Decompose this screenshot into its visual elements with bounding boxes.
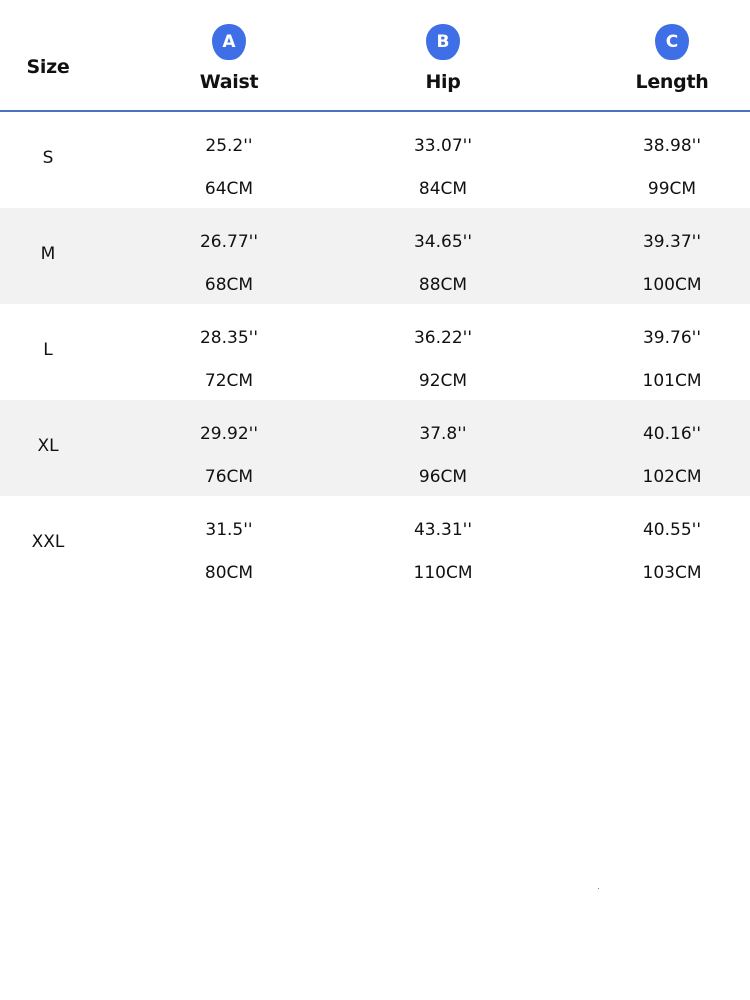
hip-badge-icon: B: [426, 24, 460, 60]
length-inch-cell: 40.55'': [642, 520, 702, 540]
length-cm-cell: 103CM: [642, 563, 702, 583]
waist-cm-cell: 68CM: [204, 275, 254, 295]
waist-inch-cell: 25.2'': [205, 136, 253, 156]
hip-column-header: Hip: [425, 71, 461, 93]
table-header: [0, 0, 750, 110]
waist-column-header: Waist: [199, 71, 259, 93]
hip-cm-cell: 92CM: [418, 371, 468, 391]
hip-inch-cell: 43.31'': [413, 520, 473, 540]
length-badge-icon: C: [655, 24, 689, 60]
length-cm-cell: 100CM: [642, 275, 702, 295]
size-cell: S: [42, 148, 54, 168]
waist-cm-cell: 76CM: [204, 467, 254, 487]
waist-badge-icon: A: [212, 24, 246, 60]
waist-inch-cell: 26.77'': [199, 232, 259, 252]
size-cell: XL: [37, 436, 59, 456]
table-body: [0, 112, 750, 592]
length-cm-cell: 102CM: [642, 467, 702, 487]
length-cm-cell: 101CM: [642, 371, 702, 391]
hip-inch-cell: 37.8'': [419, 424, 467, 444]
table-row: [0, 304, 750, 400]
waist-inch-cell: 31.5'': [205, 520, 253, 540]
hip-cm-cell: 96CM: [418, 467, 468, 487]
table-row: [0, 400, 750, 496]
waist-inch-cell: 29.92'': [199, 424, 259, 444]
stray-dot: [598, 888, 599, 889]
length-cm-cell: 99CM: [647, 179, 697, 199]
hip-cm-cell: 110CM: [413, 563, 473, 583]
length-inch-cell: 40.16'': [642, 424, 702, 444]
length-inch-cell: 39.37'': [642, 232, 702, 252]
table-row: [0, 112, 750, 208]
length-inch-cell: 39.76'': [642, 328, 702, 348]
hip-cm-cell: 88CM: [418, 275, 468, 295]
size-cell: M: [40, 244, 56, 264]
length-inch-cell: 38.98'': [642, 136, 702, 156]
size-cell: L: [43, 340, 53, 360]
hip-inch-cell: 33.07'': [413, 136, 473, 156]
size-cell: XXL: [31, 532, 65, 552]
hip-inch-cell: 34.65'': [413, 232, 473, 252]
table-row: [0, 208, 750, 304]
hip-cm-cell: 84CM: [418, 179, 468, 199]
hip-inch-cell: 36.22'': [413, 328, 473, 348]
waist-cm-cell: 72CM: [204, 371, 254, 391]
waist-cm-cell: 64CM: [204, 179, 254, 199]
waist-inch-cell: 28.35'': [199, 328, 259, 348]
waist-cm-cell: 80CM: [204, 563, 254, 583]
table-row: [0, 496, 750, 592]
length-column-header: Length: [635, 71, 709, 93]
size-column-header: Size: [26, 56, 70, 78]
